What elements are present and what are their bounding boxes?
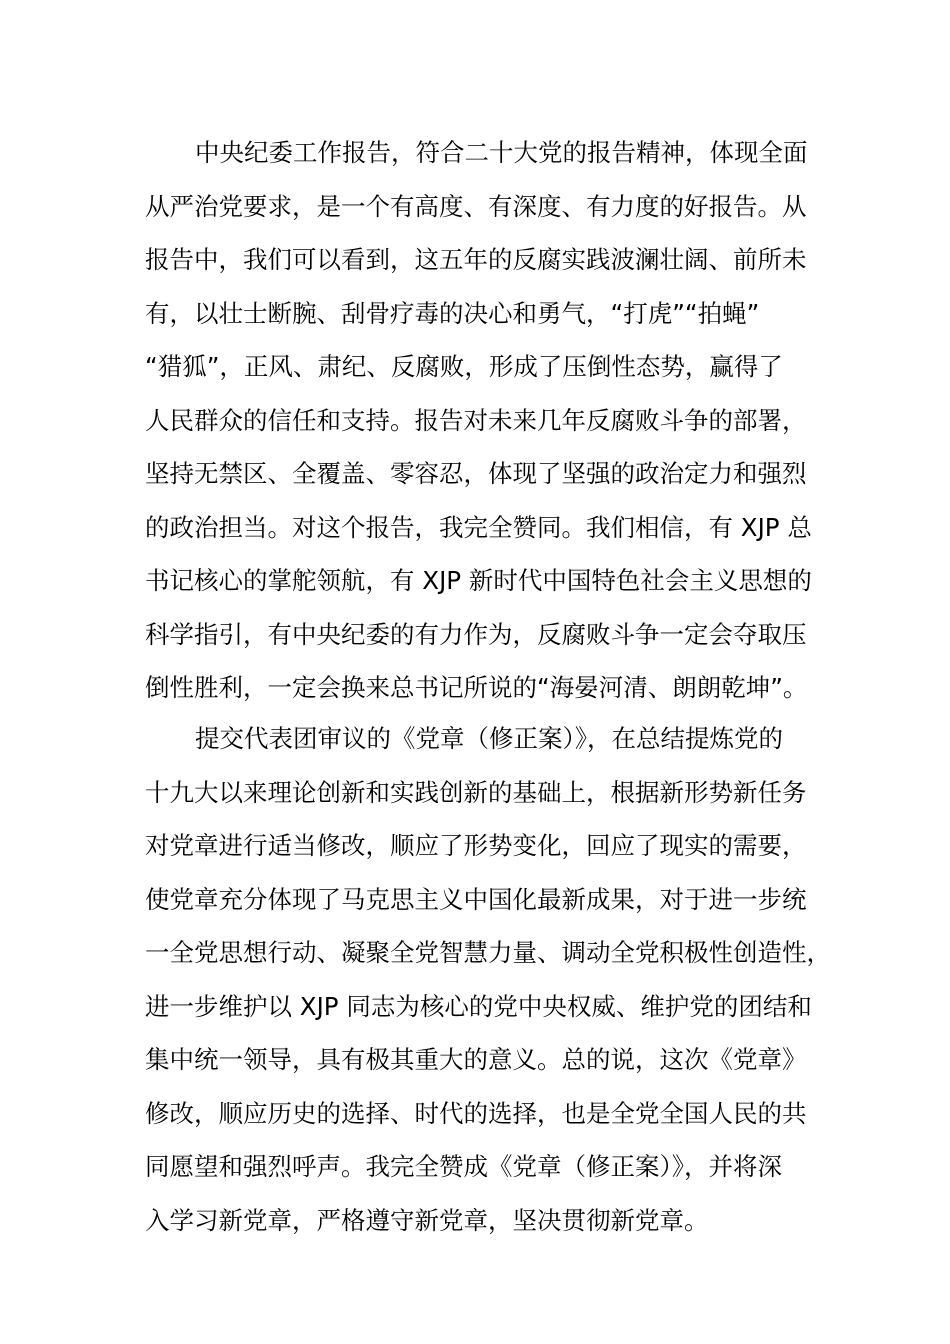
text-line: 十九大以来理论创新和实践创新的基础上，根据新形势新任务	[145, 777, 807, 807]
text-line: 使党章充分体现了马克思主义中国化最新成果，对于进一步统	[145, 884, 807, 914]
text-line: 书记核心的掌舵领航，有 XJP 新时代中国特色社会主义思想的	[145, 566, 812, 595]
text-line: 有，以壮士断腕、刮骨疗毒的决心和勇气，“打虎”“拍蝇”	[145, 298, 760, 328]
text-line: 修改，顺应历史的选择、时代的选择，也是全党全国人民的共	[145, 1098, 807, 1128]
text-line: 中央纪委工作报告，符合二十大党的报告精神，体现全面	[195, 138, 808, 167]
text-line: 科学指引，有中央纪委的有力作为，反腐败斗争一定会夺取压	[145, 619, 807, 649]
text-line: 的政治担当。对这个报告，我完全赞同。我们相信，有 XJP 总	[145, 512, 812, 542]
text-line: 从严治党要求，是一个有高度、有深度、有力度的好报告。从	[145, 191, 807, 221]
paragraph-commission-report	[145, 126, 812, 715]
text-line: 人民群众的信任和支持。报告对未来几年反腐败斗争的部署，	[145, 405, 807, 435]
text-line: 入学习新党章，严格遵守新党章，坚决贯彻新党章。	[145, 1205, 709, 1235]
text-line: 对党章进行适当修改，顺应了形势变化，回应了现实的需要，	[145, 831, 807, 860]
text-line: 倒性胜利，一定会换来总书记所说的“海晏河清、朗朗乾坤”。	[145, 673, 808, 702]
text-line: 坚持无禁区、全覆盖、零容忍，体现了坚强的政治定力和强烈	[145, 459, 807, 488]
text-line: 提交代表团审议的《党章（修正案）》，在总结提炼党的	[195, 724, 783, 753]
text-line: 一全党思想行动、凝聚全党智慧力量、调动全党积极性创造性，	[145, 938, 831, 967]
text-line: 进一步维护以 XJP 同志为核心的党中央权威、维护党的团结和	[145, 991, 812, 1021]
text-line: 报告中，我们可以看到，这五年的反腐实践波澜壮阔、前所未	[145, 245, 807, 274]
text-line: 集中统一领导，具有极其重大的意义。总的说，这次《党章》	[145, 1045, 807, 1074]
paragraph-party-constitution	[145, 712, 831, 1247]
text-line: 同愿望和强烈呼声。我完全赞成《党章（修正案）》，并将深	[145, 1152, 782, 1181]
text-line: “猎狐”，正风、肃纪、反腐败，形成了压倒性态势，赢得了	[145, 352, 783, 381]
